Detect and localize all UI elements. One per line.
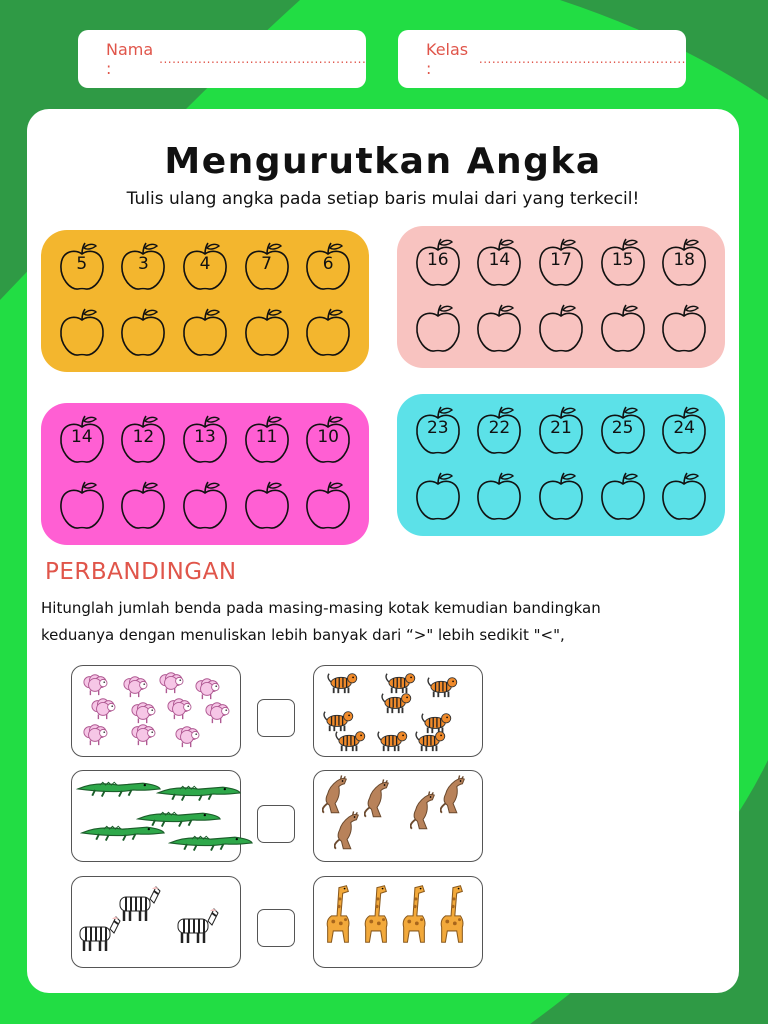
blank-apple-icon[interactable]	[241, 479, 293, 531]
name-field[interactable]	[78, 30, 366, 88]
kangaroo-icon	[364, 779, 392, 823]
sheep-icon	[164, 696, 194, 724]
apple-icon	[241, 240, 293, 292]
apple-number: 14	[488, 250, 511, 270]
name-dots: ................................................	[159, 52, 367, 66]
blank-apple-icon[interactable]	[597, 302, 649, 354]
apple-icon	[412, 404, 464, 456]
apple-number: 3	[137, 254, 149, 274]
blank-apple-icon[interactable]	[412, 470, 464, 522]
tiger-icon	[426, 674, 458, 702]
apple-number: 11	[255, 427, 278, 447]
apple-number: 22	[488, 418, 511, 438]
apple-icon	[179, 240, 231, 292]
sheep-icon	[202, 700, 232, 728]
blank-apple-icon[interactable]	[473, 470, 525, 522]
blank-apple-icon[interactable]	[117, 479, 169, 531]
sheep-icon	[128, 722, 158, 750]
apple-icon	[597, 236, 649, 288]
sheep-box	[71, 665, 241, 757]
blank-apple-icon[interactable]	[56, 306, 108, 358]
crocodile-box	[71, 770, 241, 862]
apple-icon	[117, 240, 169, 292]
zebra-icon	[112, 883, 162, 927]
page-title: Mengurutkan Angka	[164, 141, 602, 182]
apple-number: 7	[261, 254, 272, 274]
apple-icon	[535, 404, 587, 456]
blank-apple-icon[interactable]	[302, 479, 354, 531]
blank-apple-row	[51, 306, 359, 358]
blank-apple-icon[interactable]	[658, 302, 710, 354]
tiger-box	[313, 665, 483, 757]
answer-box-1[interactable]	[257, 699, 295, 737]
blank-apple-icon[interactable]	[473, 302, 525, 354]
crocodile-icon	[156, 781, 242, 807]
numbered-apple-row	[407, 404, 715, 456]
apple-number: 12	[132, 427, 155, 447]
apple-panel-2	[397, 226, 725, 368]
apple-panel-1	[41, 230, 369, 372]
apple-number: 16	[426, 250, 449, 270]
apple-number: 13	[194, 427, 216, 447]
apple-icon	[179, 413, 231, 465]
blank-apple-icon[interactable]	[179, 306, 231, 358]
apple-icon	[56, 240, 108, 292]
blank-apple-icon[interactable]	[658, 470, 710, 522]
apple-panel-3	[41, 403, 369, 545]
apple-number: 10	[317, 427, 339, 447]
blank-apple-icon[interactable]	[535, 302, 587, 354]
instruction-text: Tulis ulang angka pada setiap baris mulai dari yang terkecil!	[126, 189, 640, 209]
sheep-icon	[80, 722, 110, 750]
numbered-apple-row	[407, 236, 715, 288]
sheep-icon	[88, 696, 118, 724]
apple-number: 14	[70, 427, 93, 447]
blank-apple-icon[interactable]	[302, 306, 354, 358]
kangaroo-icon	[334, 811, 362, 855]
sheep-icon	[120, 674, 150, 702]
comparison-text-line-1: Hitunglah jumlah benda pada masing-masing kotak kemudian bandingkan	[41, 599, 601, 617]
blank-apple-icon[interactable]	[179, 479, 231, 531]
numbered-apple-row	[51, 240, 359, 292]
tiger-icon	[380, 690, 412, 718]
apple-icon	[241, 413, 293, 465]
apple-icon	[597, 404, 649, 456]
apple-number: 6	[322, 254, 334, 274]
apple-icon	[658, 404, 710, 456]
apple-icon	[302, 240, 354, 292]
blank-apple-row	[407, 302, 715, 354]
giraffe-icon	[322, 883, 354, 949]
crocodile-icon	[168, 831, 254, 857]
giraffe-box	[313, 876, 483, 968]
kangaroo-box	[313, 770, 483, 862]
giraffe-icon	[360, 883, 392, 949]
answer-box-2[interactable]	[257, 805, 295, 843]
zebra-icon	[170, 905, 220, 949]
blank-apple-icon[interactable]	[412, 302, 464, 354]
apple-icon	[473, 236, 525, 288]
zebra-box	[71, 876, 241, 968]
blank-apple-icon[interactable]	[535, 470, 587, 522]
apple-number: 18	[673, 250, 695, 270]
apple-icon	[117, 413, 169, 465]
apple-icon	[302, 413, 354, 465]
apple-icon	[56, 413, 108, 465]
apple-number: 17	[550, 250, 572, 270]
apple-icon	[658, 236, 710, 288]
apple-number: 24	[673, 418, 695, 438]
apple-icon	[473, 404, 525, 456]
kangaroo-icon	[410, 791, 438, 835]
apple-number: 15	[611, 250, 634, 270]
comparison-title: PERBANDINGAN	[45, 559, 237, 585]
apple-number: 21	[550, 418, 572, 438]
tiger-icon	[326, 670, 358, 698]
apple-number: 5	[76, 254, 88, 274]
class-label: Kelas :	[426, 40, 469, 78]
blank-apple-icon[interactable]	[56, 479, 108, 531]
giraffe-icon	[436, 883, 468, 949]
apple-number: 25	[611, 418, 634, 438]
blank-apple-icon[interactable]	[597, 470, 649, 522]
kangaroo-icon	[440, 775, 468, 819]
tiger-icon	[376, 728, 408, 756]
blank-apple-row	[407, 470, 715, 522]
tiger-icon	[414, 728, 446, 756]
apple-number: 4	[199, 254, 211, 274]
apple-panel-4	[397, 394, 725, 536]
class-dots: ................................................	[478, 52, 686, 66]
apple-number: 23	[426, 418, 449, 438]
sheep-icon	[156, 670, 186, 698]
tiger-icon	[334, 728, 366, 756]
answer-box-3[interactable]	[257, 909, 295, 947]
blank-apple-icon[interactable]	[241, 306, 293, 358]
worksheet-card	[27, 109, 739, 993]
blank-apple-icon[interactable]	[117, 306, 169, 358]
comparison-text-line-2: keduanya dengan menuliskan lebih banyak dari “>" lebih sedikit "<",	[41, 626, 565, 644]
numbered-apple-row	[51, 413, 359, 465]
crocodile-icon	[76, 777, 162, 803]
crocodile-icon	[136, 807, 222, 833]
apple-icon	[412, 236, 464, 288]
class-field[interactable]	[398, 30, 686, 88]
giraffe-icon	[398, 883, 430, 949]
apple-icon	[535, 236, 587, 288]
blank-apple-row	[51, 479, 359, 531]
comparison-instructions	[41, 595, 731, 649]
sheep-icon	[172, 724, 202, 752]
name-label: Nama :	[106, 40, 154, 78]
